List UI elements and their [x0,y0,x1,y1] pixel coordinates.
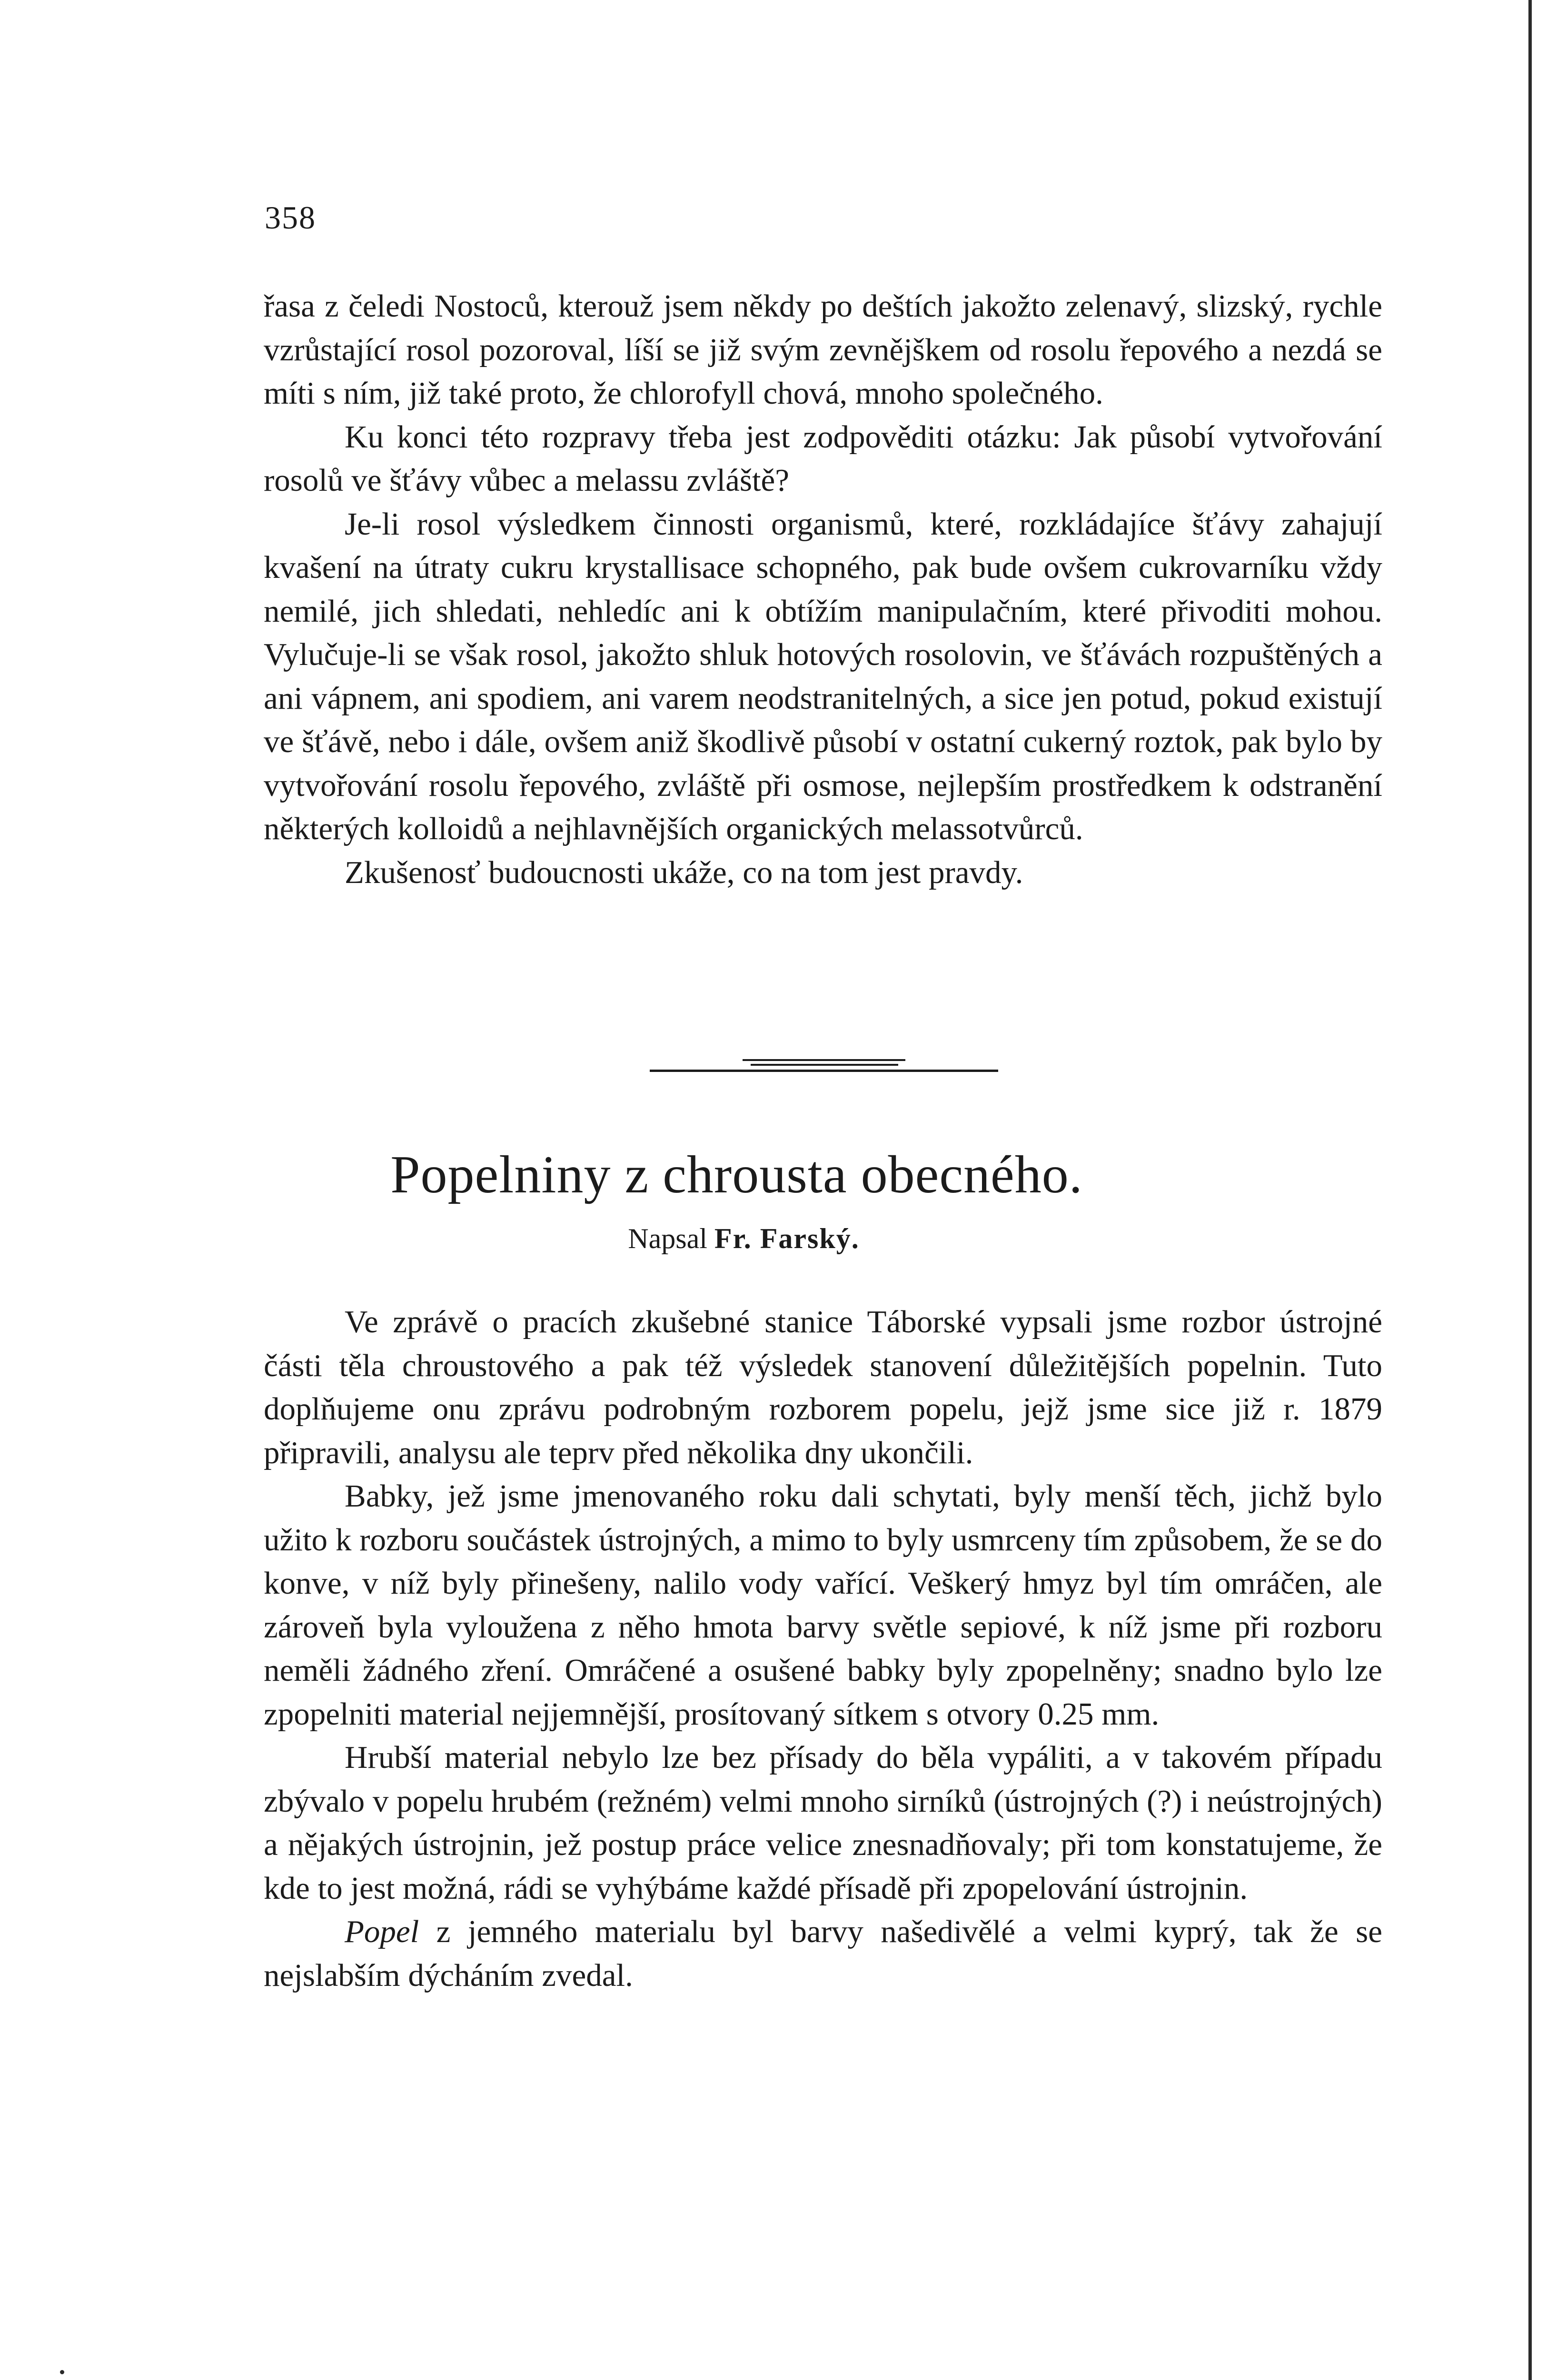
paragraph: Zkušenosť budoucnosti ukáže, co na tom jest pravdy. [345,854,1023,890]
paragraph: Babky, jež jsme jmenovaného roku dali schytati, byly menší těch, jichž bylo užito k rozboru součástek ústrojných, a mimo to byly usmrceny tím způsobem, že se do konve, v níž byly přinešeny, nalilo vody vařící. Veškerý hmyz byl tím omráčen, ale zároveň byla vyloužena z něho hmota barvy světle sepiové, k níž jsme při rozboru neměli žádného zření. Omráčené a osušené babky byly zpopelněny; snadno bylo lze zpopelniti material nejjemnější, prosítovaný sítkem s otvory 0.25 mm. [264,1478,1382,1732]
byline-prefix: Napsal [628,1223,707,1254]
scan-speck [60,2370,64,2374]
article-body [264,1300,1382,1997]
article-title-text: Popelniny z chrousta obecného. [390,1145,1083,1204]
paragraph: Je-li rosol výsledkem činnosti organismů, které, rozkládajíce šťávy zahajují kvašení na útraty cukru krystallisace schopného, pak bude ovšem cukrovarníku vždy nemilé, jich shledati, nehledíc ani k obtížím manipulačním, které přivoditi mohou. Vylučuje-li se však rosol, jakožto shluk hotových rosolovin, ve šťávách rozpuštěných a ani vápnem, ani spodiem, ani varem neodstranitelných, a sice jen potud, pokud existují ve šťávě, nebo i dále, ovšem aniž škodlivě působí v ostatní cukerný roztok, pak bylo by vytvořování rosolu řepového, zvláště při osmose, nejlepším prostředkem k odstranění některých kolloidů a nejhlavnějších organických melassotvůrců. [264,506,1382,846]
byline [0,1222,1557,1255]
paragraph: Ve zprávě o pracích zkušebné stanice Táborské vypsali jsme rozbor ústrojné části těla chroustového a pak též výsledek stanovení důležitějších popelnin. Tuto doplňujeme onu zprávu podrobným rozborem popelu, jejž jsme sice již r. 1879 připravili, analysu ale teprv před několika dny ukončili. [264,1304,1382,1470]
paragraph: Ku konci této rozpravy třeba jest zodpověditi otázku: Jak působí vytvořování rosolů ve šťávy vůbec a melassu zvláště? [264,419,1382,498]
previous-article-text [264,285,1382,894]
byline-author: Fr. Farský. [714,1223,860,1254]
separator-rule [650,1070,998,1072]
paragraph: řasa z čeledi Nostoců, kterouž jsem někdy po deštích jakožto zelenavý, slizský, rychle vzrůstající rosol pozoroval, líší se již svým zevnějškem od rosolu řepového a nezdá se míti s ním, již také proto, že chlorofyll chová, mnoho společného. [264,288,1382,411]
page-number: 358 [265,199,316,236]
byline-inner [628,1222,859,1255]
italic-lead: Popel [345,1914,419,1949]
paragraph: Hrubší material nebylo lze bez přísady do běla vypáliti, a v takovém případu zbývalo v popelu hrubém (režném) velmi mnoho sirníků (ústrojných (?) i neústrojných) a nějakých ústrojnin, jež postup práce velice znesnadňovaly; při tom konstatujeme, že kde to jest možná, rádi se vyhýbáme každé přísadě při zpopelování ústrojnin. [264,1740,1382,1906]
paragraph-rest: z jemného materialu byl barvy našedivělé a velmi kyprý, tak že se nejslabším dýcháním zvedal. [264,1914,1382,1993]
separator-flourish [751,1064,898,1066]
article-title [0,1144,1557,1206]
paragraph [264,1910,1382,1997]
separator-flourish [743,1059,905,1061]
